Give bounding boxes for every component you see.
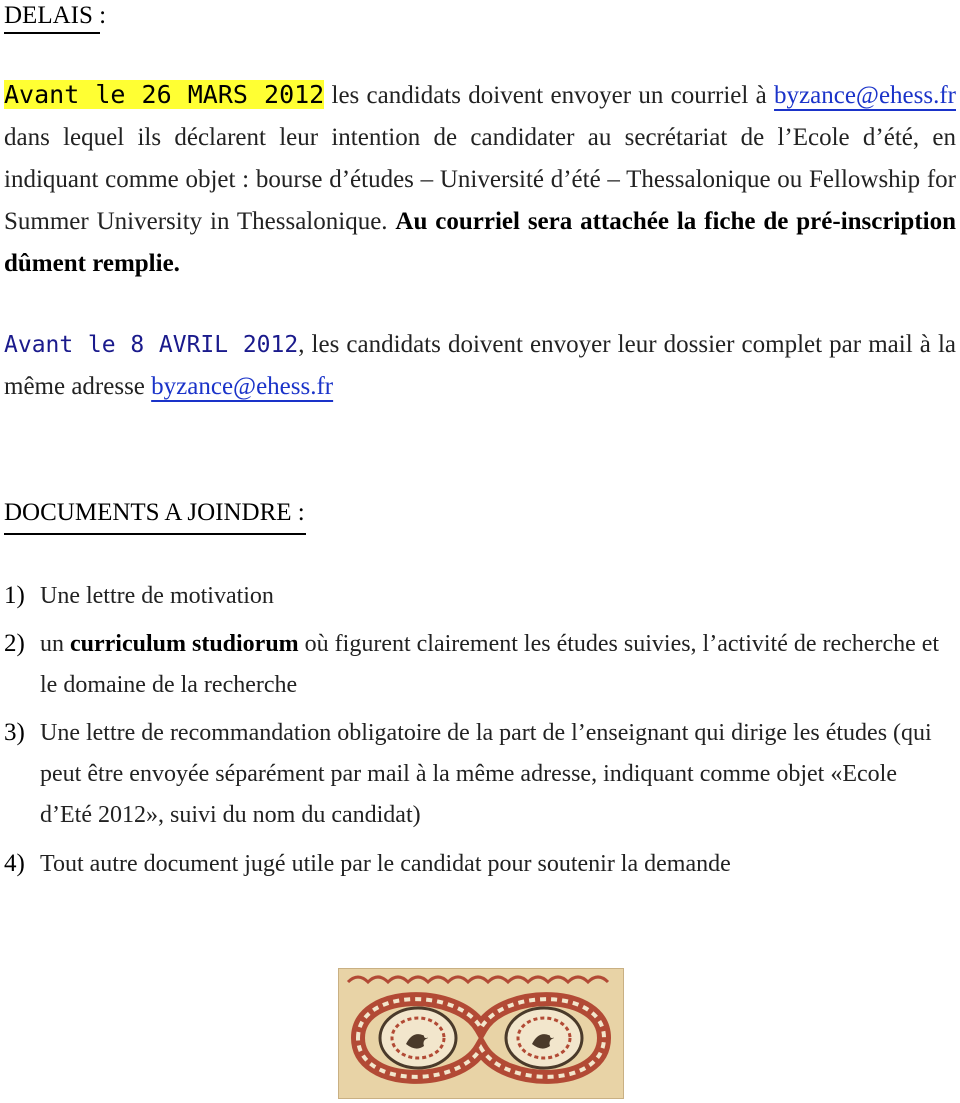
delais-heading: DELAIS :: [4, 2, 107, 29]
email-link-2[interactable]: byzance@ehess.fr: [151, 373, 334, 400]
list-num-1: 1): [4, 582, 25, 609]
list-num-4: 4): [4, 850, 25, 877]
list-item-2-pre: un: [40, 631, 70, 657]
documents-heading-underline: [4, 533, 306, 535]
list-num-2: 2): [4, 630, 25, 657]
list-item-3: Une lettre de recommandation obligatoire de la part de l’enseignant qui dirige les études (qui peut être envoyée séparément par mail à la même adresse, indiquant comme objet «Ecole d’Eté 2012», suivi du nom du candidat): [40, 720, 932, 828]
p1-text-1: les candidats doivent envoyer un courriel à: [324, 82, 775, 109]
list-item-2-bold: curriculum studiorum: [70, 631, 299, 657]
list-num-3: 3): [4, 719, 25, 746]
list-item-4: Tout autre document jugé utile par le candidat pour soutenir la demande: [40, 851, 731, 877]
list-item-2-post: où figurent clairement les études suivies, l’activité de recherche et le domaine de la recherche: [40, 631, 940, 698]
list-item-2: [40, 624, 950, 706]
documents-heading: DOCUMENTS A JOINDRE :: [4, 499, 305, 526]
date-avril: Avant le 8 AVRIL 2012: [4, 332, 299, 358]
email-link-1[interactable]: byzance@ehess.fr: [774, 82, 956, 109]
p1-bold-note: Au courriel sera attachée la fiche de pré-inscription dûment remplie.: [4, 208, 956, 277]
date-highlight-mars: Avant le 26 MARS 2012: [4, 80, 325, 109]
delais-paragraph-1: [4, 74, 956, 285]
delais-heading-underline: [4, 32, 100, 34]
p2-text-1: , les candidats doivent envoyer leur dossier complet par mail à la même adresse: [4, 331, 956, 400]
delais-paragraph-2: [4, 324, 956, 408]
p1-text-2: dans lequel ils déclarent leur intention de candidater au secrétariat de l’Ecole d’été, en indiquant comme objet : bourse d’études – Université d’été – Thessalonique ou Fellowship for Summer University in Thessalonique.: [4, 124, 956, 235]
list-item-1: Une lettre de motivation: [40, 583, 274, 609]
byzantine-ornament-icon: [338, 968, 624, 1099]
